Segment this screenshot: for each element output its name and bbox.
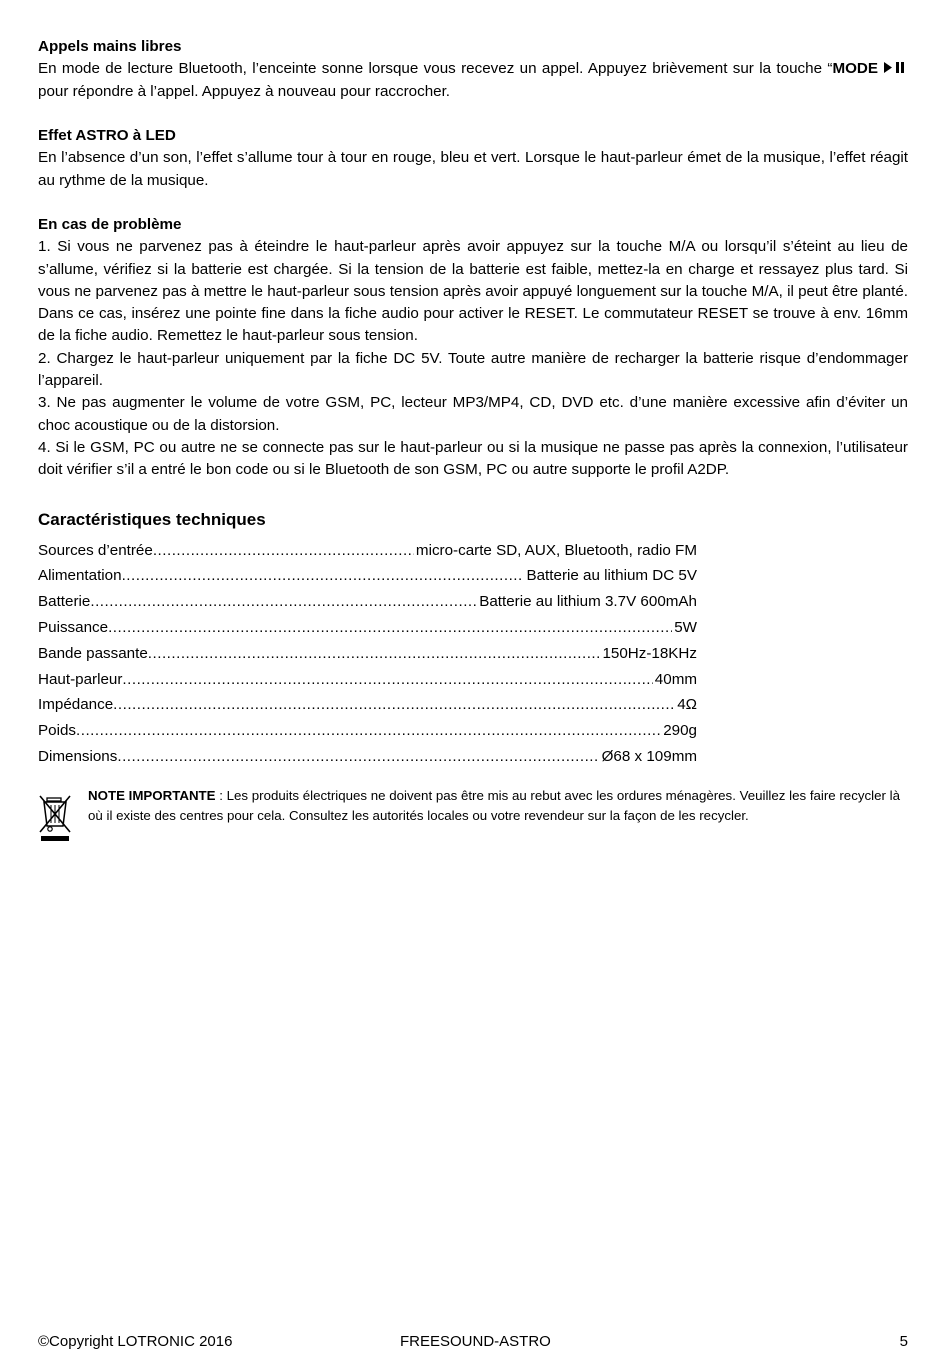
footer-copyright: ©Copyright LOTRONIC 2016 bbox=[38, 1333, 233, 1350]
section-title-specs: Caractéristiques techniques bbox=[38, 509, 266, 529]
spec-value: 4Ω bbox=[677, 696, 697, 714]
spec-label: Poids bbox=[38, 722, 76, 740]
spec-row bbox=[38, 641, 697, 667]
spec-row bbox=[38, 718, 697, 744]
spec-value: micro-carte SD, AUX, Bluetooth, radio FM bbox=[415, 541, 697, 559]
calls-text-before: En mode de lecture Bluetooth, l’enceinte sonne lorsque vous recevez un appel. Appuyez brièvement sur la touche “ bbox=[38, 60, 833, 78]
section-title-calls: Appels mains libres bbox=[38, 38, 182, 55]
spec-label: Batterie bbox=[38, 593, 91, 611]
note-body: : Les produits électriques ne doivent pas être mis au rebut avec les ordures ménagères. Veuillez les faire recycler là où il existe des centres pour cela. Consultez les autorités locales ou votre revendeur sur la façon de les recycler. bbox=[88, 788, 900, 823]
spec-label: Dimensions bbox=[38, 747, 118, 765]
document-page bbox=[38, 36, 908, 770]
spec-label: Bande passante bbox=[38, 644, 148, 662]
spec-row bbox=[38, 563, 697, 589]
footer-model: FREESOUND-ASTRO bbox=[400, 1333, 551, 1350]
spec-leader-dots bbox=[153, 538, 414, 564]
troubleshooting-item: 2. Chargez le haut-parleur uniquement par la fiche DC 5V. Toute autre manière de recharger la batterie risque d’endommager l’appareil. bbox=[38, 349, 908, 390]
spec-leader-dots bbox=[90, 589, 477, 615]
section-troubleshooting bbox=[38, 214, 908, 482]
section-text-astro: En l’absence d’un son, l’effet s’allume tour à tour en rouge, bleu et vert. Lorsque le haut-parleur émet de la musique, l’effet réagit au rythme de la musique. bbox=[38, 149, 908, 189]
spec-value: Ø68 x 109mm bbox=[601, 747, 697, 765]
troubleshooting-item: 3. Ne pas augmenter le volume de votre GSM, PC, lecteur MP3/MP4, CD, DVD etc. d’une manière excessive afin d’éviter un choc acoustique ou de la distorsion. bbox=[38, 394, 908, 434]
spec-value: 5W bbox=[674, 618, 697, 636]
spec-row bbox=[38, 538, 697, 564]
spec-leader-dots bbox=[108, 615, 672, 641]
spec-leader-dots bbox=[117, 744, 599, 770]
spec-label: Haut-parleur bbox=[38, 670, 123, 688]
spec-label: Impédance bbox=[38, 696, 114, 714]
spec-leader-dots bbox=[122, 667, 652, 693]
troubleshooting-item: 1. Si vous ne parvenez pas à éteindre le haut-parleur après avoir appuyez sur la touche M/A ou lorsqu’il s’éteint au lieu de s’allume, vérifiez si la batterie est chargée. Si la tension de la batterie est faible, mettez-la en charge et ressayez plus tard. Si vous ne parvenez pas à mettre le haut-parleur sous tension après avoir appuyé longuement sur la touche M/A, il peut être planté. Dans ce cas, insérez une pointe fine dans la fiche audio pour activer le RESET. Le commutateur RESET se trouve à env. 16mm de la fiche audio. Remettez le haut-parleur sous tension. bbox=[38, 238, 908, 345]
mode-label: MODE bbox=[832, 60, 878, 78]
pause-icon bbox=[896, 58, 904, 80]
spec-row bbox=[38, 589, 697, 615]
spec-value: Batterie au lithium 3.7V 600mAh bbox=[479, 593, 697, 611]
spec-label: Puissance bbox=[38, 618, 109, 636]
page-number: 5 bbox=[899, 1333, 908, 1350]
spec-row bbox=[38, 667, 697, 693]
spec-label: Alimentation bbox=[38, 567, 122, 585]
note-label: NOTE IMPORTANTE bbox=[88, 788, 216, 803]
section-title-troubleshooting: En cas de problème bbox=[38, 215, 182, 233]
spec-leader-dots bbox=[113, 692, 675, 718]
spec-leader-dots bbox=[148, 641, 601, 667]
play-icon bbox=[884, 58, 892, 80]
calls-text-after: pour répondre à l’appel. Appuyez à nouveau pour raccrocher. bbox=[38, 82, 451, 100]
section-title-astro: Effet ASTRO à LED bbox=[38, 127, 176, 145]
note-text bbox=[88, 786, 908, 844]
spec-label: Sources d’entrée bbox=[38, 541, 153, 559]
spec-row bbox=[38, 692, 697, 718]
spec-row bbox=[38, 615, 697, 641]
section-astro bbox=[38, 125, 908, 192]
section-specs bbox=[38, 508, 908, 770]
troubleshooting-item: 4. Si le GSM, PC ou autre ne se connecte pas sur le haut-parleur ou si la musique ne passe pas après la connexion, l’utilisateur doit vérifier s’il a entré le bon code ou si le Bluetooth de son GSM, PC ou autre supporte le profil A2DP. bbox=[38, 438, 908, 479]
spec-value: 150Hz-18KHz bbox=[602, 644, 697, 662]
spec-leader-dots bbox=[122, 563, 525, 589]
spec-row bbox=[38, 744, 697, 770]
section-calls bbox=[38, 36, 908, 103]
spec-leader-dots bbox=[76, 718, 661, 744]
spec-value: Batterie au lithium DC 5V bbox=[526, 567, 697, 585]
spec-value: 290g bbox=[663, 722, 697, 740]
section-text-calls bbox=[38, 58, 908, 103]
weee-crossed-bin-icon bbox=[38, 792, 72, 844]
spec-value: 40mm bbox=[654, 670, 697, 688]
important-note bbox=[38, 786, 908, 844]
page-footer bbox=[38, 1331, 908, 1353]
